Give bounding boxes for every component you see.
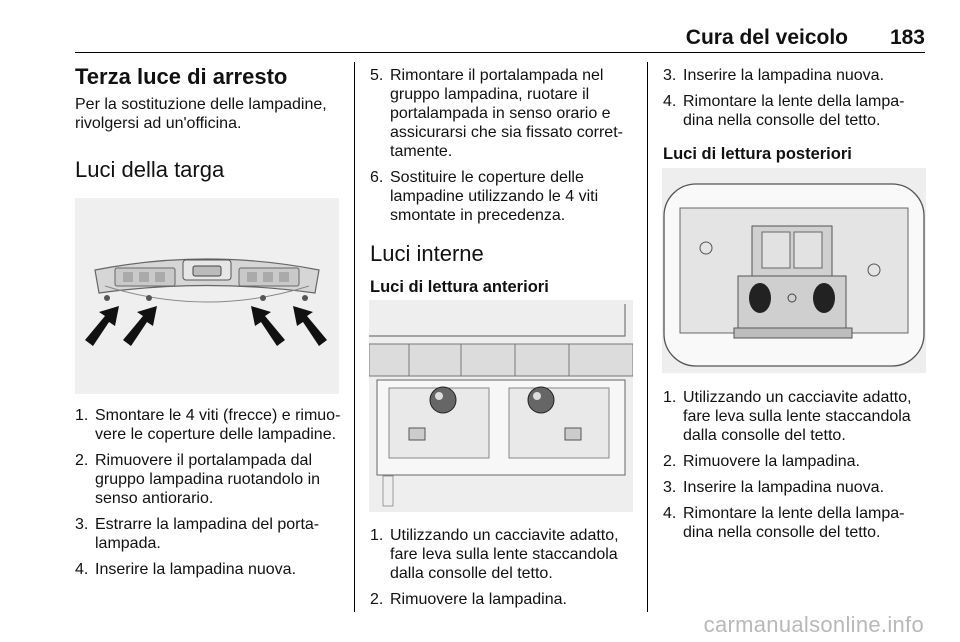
rear-reading-lights-diagram — [662, 168, 926, 373]
list-item: 2. Rimuovere la lampadina. — [370, 591, 567, 608]
intro-text: Per la sostituzione delle lampadine, rivolgersi ad un'officina. — [75, 96, 327, 132]
list-item: 2. Rimuovere il portalampada dal gruppo lampadina ruotandolo in senso antiorario. — [75, 452, 321, 507]
license-plate-light-diagram — [75, 198, 339, 394]
section-title: Cura del veicolo — [685, 26, 848, 49]
column-2-steps — [370, 526, 635, 616]
watermark: carmanualsonline.info — [703, 612, 924, 637]
column-3 — [663, 66, 928, 164]
heading-interior-lights: Luci interne — [370, 241, 484, 266]
heading-front-reading-lights: Luci di lettura anteriori — [370, 278, 549, 296]
list-item: 3. Inserire la lampadina nuova. — [663, 479, 885, 496]
list-item: 1. Utilizzando un cacciavite adatto, fare leva sulla lente staccandola dalla consolle del tetto. — [370, 527, 619, 582]
list-item: 1. Utilizzando un cacciavite adatto, fare leva sulla lente staccandola dalla consolle del tetto. — [663, 389, 912, 444]
list-item: 3. Inserire la lampadina nuova. — [663, 67, 885, 84]
heading-third-brake-light: Terza luce di arresto — [75, 64, 288, 89]
license-plate-steps — [75, 406, 345, 579]
license-plate-steps-continued — [370, 66, 635, 225]
column-divider — [647, 62, 648, 612]
column-3-steps — [663, 388, 928, 549]
rear-reading-steps — [663, 388, 928, 542]
front-reading-lights-icon — [369, 300, 633, 512]
list-item: 4. Rimontare la lente della lampa-dina nella consolle del tetto. — [663, 505, 905, 541]
column-1 — [75, 60, 340, 183]
list-item: 6. Sostituire le coperture delle lampadine utilizzando le 4 viti smontate in precedenza. — [370, 169, 599, 224]
front-reading-steps-continued — [663, 66, 928, 130]
column-1-steps — [75, 406, 345, 586]
license-plate-light-icon — [75, 198, 339, 394]
list-item: 4. Rimontare la lente della lampa-dina nella consolle del tetto. — [663, 93, 905, 129]
front-reading-lights-diagram — [369, 300, 633, 512]
front-reading-steps — [370, 526, 635, 609]
heading-license-plate-lights: Luci della targa — [75, 157, 225, 182]
column-divider — [354, 62, 355, 612]
heading-rear-reading-lights: Luci di lettura posteriori — [663, 145, 852, 163]
list-item: 1. Smontare le 4 viti (frecce) e rimuo-vere le coperture delle lampadine. — [75, 407, 341, 443]
rear-reading-lights-icon — [662, 168, 926, 373]
column-2 — [370, 66, 635, 297]
page-header — [75, 22, 925, 53]
page-number: 183 — [889, 26, 925, 49]
list-item: 2. Rimuovere la lampadina. — [663, 453, 860, 470]
list-item: 3. Estrarre la lampadina del porta-lampada. — [75, 516, 320, 552]
list-item: 4. Inserire la lampadina nuova. — [75, 561, 297, 578]
list-item: 5. Rimontare il portalampada nel gruppo lampadina, ruotare il portalampada in senso orario e assicurarsi che sia fissato corret-tamente. — [370, 67, 623, 160]
